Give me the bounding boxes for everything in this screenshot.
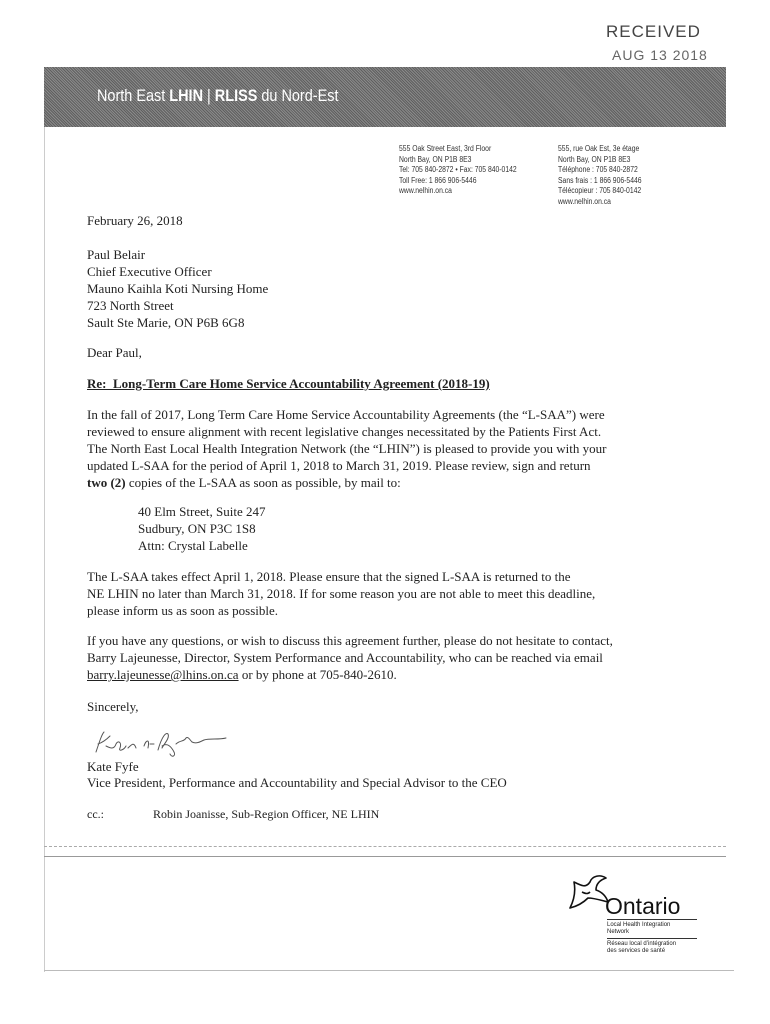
signer-title: Vice President, Performance and Accountability and Special Advisor to the CEO	[87, 775, 507, 790]
logo-caption-french: Réseau local d’intégration des services de santé	[607, 941, 677, 954]
cc-label: cc.:	[87, 807, 104, 821]
address-french: 555, rue Oak Est, 3e étage North Bay, ON P1B 8E3 Téléphone : 705 840-2872 Sans frais : 1 866 906-5446 Télécopieur : 705 840-0142 www.nelhin.on.ca	[558, 144, 642, 206]
received-stamp: RECEIVED	[606, 22, 701, 41]
logo-caption-english: Local Health Integration Network	[607, 922, 671, 935]
mailing-address: 40 Elm Street, Suite 247 Sudbury, ON P3C 1S8 Attn: Crystal Labelle	[138, 504, 266, 553]
salutation: Dear Paul,	[87, 345, 142, 360]
paragraph-intro: In the fall of 2017, Long Term Care Home Service Accountability Agreements (the “L-SAA”) were reviewed to ensure alignment with recent legislative changes necessitated by the Patients First Act. The North East Local Health Integration Network (the “LHIN”) is pleased to provide you with your updated L-SAA for the period of April 1, 2018 to March 31, 2019. Please review, sign and return two (2) copies of the L-SAA as soon as possible, by mail to:	[87, 407, 607, 490]
recipient-block: Paul Belair Chief Executive Officer Mauno Kaihla Koti Nursing Home 723 North Street Sault Ste Marie, ON P6B 6G8	[87, 247, 269, 330]
cc-recipient: Robin Joanisse, Sub-Region Officer, NE LHIN	[153, 807, 380, 821]
paragraph-contact: If you have any questions, or wish to discuss this agreement further, please do not hesitate to contact, Barry Lajeunesse, Director, System Performance and Accountability, who can be reached via email barry.lajeunesse@lhins.on.ca or by phone at 705-840-2610.	[87, 633, 613, 682]
ontario-logo-text: Ontario	[605, 893, 681, 919]
letter-date: February 26, 2018	[87, 213, 183, 228]
handwritten-signature	[92, 726, 232, 760]
banner-title: North East LHIN | RLISS du Nord-Est	[97, 86, 339, 105]
logo-rule-2	[607, 938, 697, 939]
subject-line: Re: Long-Term Care Home Service Accountability Agreement (2018-19)	[87, 376, 490, 391]
footer-bottom-rule	[44, 970, 734, 971]
logo-rule	[607, 919, 697, 920]
signer-name: Kate Fyfe	[87, 759, 139, 774]
closing: Sincerely,	[87, 699, 139, 714]
contact-email-link[interactable]: barry.lajeunesse@lhins.on.ca	[87, 667, 239, 682]
footer-divider-solid	[44, 856, 726, 857]
address-english: 555 Oak Street East, 3rd Floor North Bay, ON P1B 8E3 Tel: 705 840-2872 • Fax: 705 840-0142 Toll Free: 1 866 906-5446 www.nelhin.on.ca	[399, 144, 517, 195]
paragraph-deadline: The L-SAA takes effect April 1, 2018. Please ensure that the signed L-SAA is returned to the NE LHIN no later than March 31, 2018. If for some reason you are not able to meet this deadline, please inform us as soon as possible.	[87, 569, 596, 618]
footer-divider	[44, 846, 726, 847]
received-stamp-date: AUG 13 2018	[612, 47, 708, 63]
